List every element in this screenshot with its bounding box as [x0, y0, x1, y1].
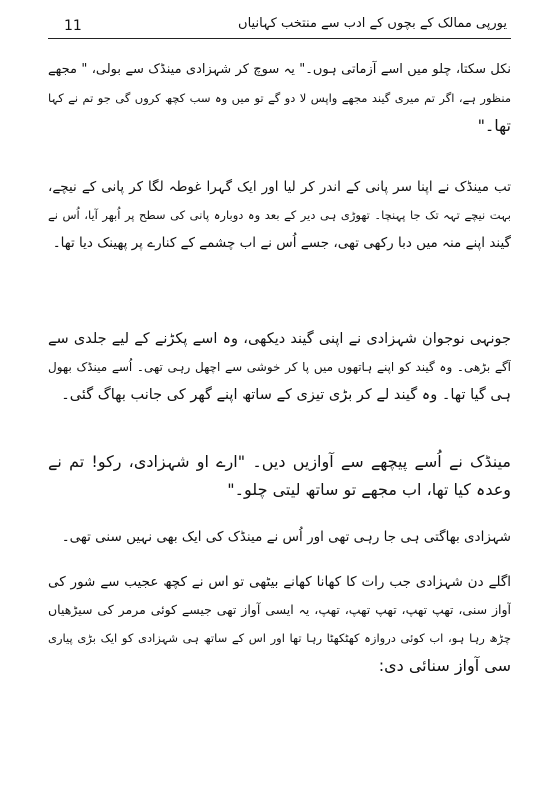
text-line: گیند اپنے منہ میں دبا رکھی تھی، جسے اُس نے اب چشمے کے کنارے پر پھینک دیا تھا۔	[52, 235, 511, 251]
page-body	[48, 48, 511, 773]
text-line: ہی گیا تھا۔ وہ گیند لے کر بڑی تیزی کے ساتھ اپنے گھر کی جانب بھاگ گئی۔	[61, 387, 511, 403]
text-line: نکل سکتا، چلو میں اسے آزماتی ہوں۔" یہ سوچ کر شہزادی مینڈک سے بولی، " مجھے	[48, 62, 511, 77]
text-line: تھا۔"	[477, 116, 511, 135]
page-header	[48, 12, 511, 39]
paragraph-4	[48, 448, 511, 504]
text-line: بہت نیچے تہہ تک جا پہنچا۔ تھوڑی ہی دیر کے بعد وہ دوبارہ پانی کی سطح پر اُبھر آیا، اُس نے	[48, 208, 511, 222]
text-line: مینڈک نے اُسے پیچھے سے آوازیں دیں۔ "ارے او شہزادی، رکو! تم نے	[48, 452, 511, 471]
text-line: چڑھ رہا ہو، اب کوئی دروازہ کھٹکھٹا رہا تھا اور اس کے ساتھ ہی شہزادی کو ایک بڑی پیاری	[48, 631, 511, 645]
paragraph-5	[48, 523, 511, 551]
text-line: جونہی نوجوان شہزادی نے اپنی گیند دیکھی، وہ اسے پکڑنے کے لیے جلدی سے	[48, 331, 511, 347]
paragraph-1	[48, 56, 511, 140]
text-line: آگے بڑھی۔ وہ گیند کو اپنے ہاتھوں میں پا کر خوشی سے اچھل رہی تھی۔ اُسے مینڈک بھول	[48, 360, 511, 374]
page-number: 11	[64, 18, 82, 34]
text-line: وعدہ کیا تھا، اب مجھے تو ساتھ لیتی چلو۔"	[227, 480, 511, 499]
paragraph-2	[48, 173, 511, 257]
book-title: یورپی ممالک کے بچوں کے ادب سے منتخب کہانیاں	[238, 16, 507, 31]
text-line: سی آواز سنائی دی:	[378, 656, 511, 675]
text-line: شہزادی بھاگتی ہی جا رہی تھی اور اُس نے مینڈک کی ایک بھی نہیں سنی تھی۔	[61, 529, 511, 545]
text-line: منظور ہے، اگر تم میری گیند مجھے واپس لا دو گے تو میں وہ سب کچھ کروں گی جو تم نے کہا	[48, 91, 511, 105]
paragraph-3	[48, 325, 511, 409]
text-line: تب مینڈک نے اپنا سر پانی کے اندر کر لیا اور ایک گہرا غوطہ لگا کر پانی کے نیچے،	[48, 179, 511, 195]
paragraph-6	[48, 568, 511, 680]
text-line: اگلے دن شہزادی جب رات کا کھانا کھانے بیٹھی تو اس نے کچھ عجیب سے شور کی	[48, 574, 511, 590]
text-line: آواز سنی، تھپ تھپ، تھپ تھپ، تھپ، یہ ایسی آواز تھی جیسے کوئی مرمر کی سیڑھیاں	[48, 602, 511, 617]
